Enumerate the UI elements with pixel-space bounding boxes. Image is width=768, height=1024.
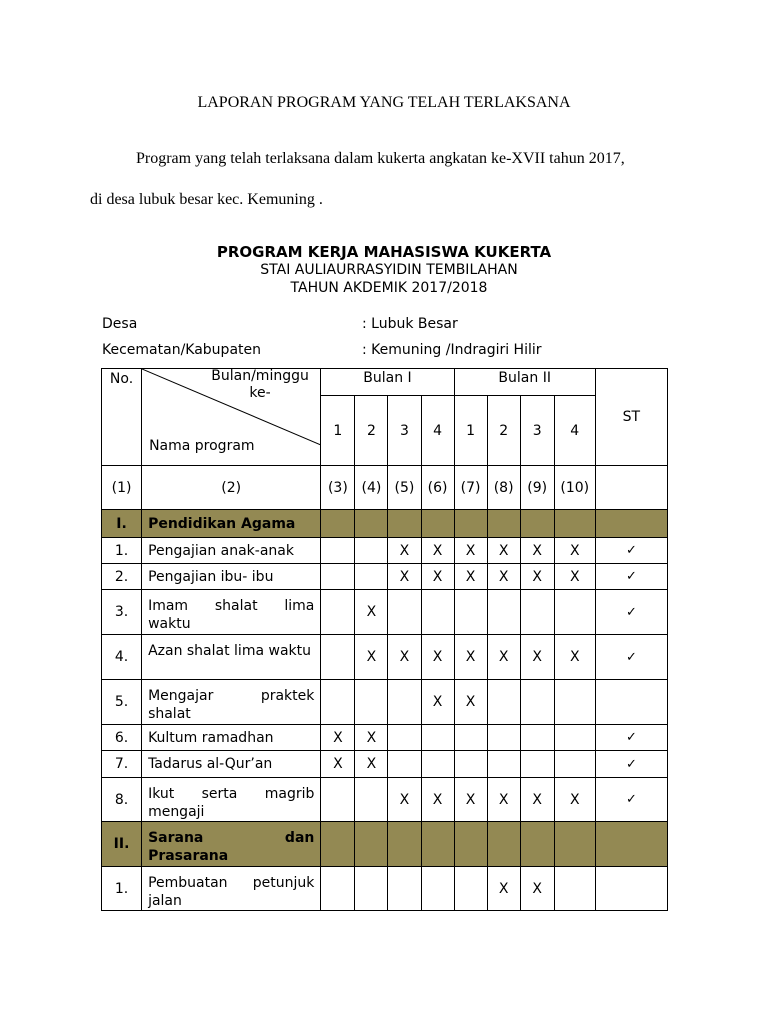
header-bulan-2: Bulan II [454, 369, 595, 396]
week-cell [554, 635, 595, 680]
week-cell [421, 867, 454, 911]
week-cell [454, 635, 487, 680]
header-week: 4 [554, 396, 595, 466]
x-mark: X [498, 880, 509, 897]
week-cell [454, 680, 487, 725]
section-name: Sarana dan Prasarana [142, 822, 321, 867]
week-cell [454, 778, 487, 822]
week-cell [520, 778, 554, 822]
week-cell [487, 725, 520, 751]
colnum: (5) [388, 466, 421, 510]
week-cell [554, 510, 595, 538]
x-mark: X [333, 729, 343, 746]
week-cell [520, 751, 554, 778]
st-cell [595, 590, 667, 635]
week-cell [321, 510, 355, 538]
x-mark: X [465, 791, 476, 808]
week-cell [355, 778, 388, 822]
week-cell [421, 635, 454, 680]
header-week: 1 [454, 396, 487, 466]
colnum: (4) [355, 466, 388, 510]
checkmark-icon: ✓ [625, 604, 637, 620]
week-cell [554, 564, 595, 590]
header-week: 4 [421, 396, 454, 466]
week-cell [355, 538, 388, 564]
week-cell [355, 725, 388, 751]
table-row [102, 635, 668, 680]
week-cell [421, 564, 454, 590]
st-cell [595, 867, 667, 911]
week-cell [388, 778, 421, 822]
week-cell [388, 680, 421, 725]
program-subtitle-year: TAHUN AKDEMIK 2017/2018 [290, 280, 488, 296]
week-cell [321, 564, 355, 590]
colnum: (1) [102, 466, 142, 510]
program-table [101, 368, 668, 911]
week-cell [388, 725, 421, 751]
week-cell [454, 822, 487, 867]
week-cell [388, 590, 421, 635]
week-cell [321, 635, 355, 680]
x-mark: X [399, 649, 410, 665]
x-mark: X [465, 568, 476, 585]
info-label-kecamatan: Kecematan/Kabupaten [102, 342, 261, 358]
info-label-desa: Desa [102, 316, 138, 332]
program-subtitle-institution: STAI AULIAURRASYIDIN TEMBILAHAN [260, 262, 518, 278]
table-row [102, 778, 668, 822]
week-cell [454, 751, 487, 778]
week-cell [321, 725, 355, 751]
checkmark-icon: ✓ [625, 569, 637, 584]
week-cell [520, 867, 554, 911]
colnum: (8) [487, 466, 520, 510]
info-value-desa: : Lubuk Besar [362, 316, 458, 332]
x-mark: X [532, 791, 542, 808]
week-cell [520, 635, 554, 680]
x-mark: X [569, 542, 580, 559]
st-cell [595, 725, 667, 751]
week-cell [454, 538, 487, 564]
week-cell [487, 822, 520, 867]
week-cell [554, 822, 595, 867]
row-number: 1. [102, 538, 142, 564]
week-cell [388, 510, 421, 538]
week-cell [520, 725, 554, 751]
row-number: 6. [102, 725, 142, 751]
program-name: Pengajian ibu- ibu [142, 564, 321, 590]
x-mark: X [366, 604, 377, 620]
row-number: 4. [102, 635, 142, 680]
table-row [102, 590, 668, 635]
week-cell [421, 510, 454, 538]
week-cell [487, 778, 520, 822]
header-bulan-minggu: Bulan/minggu ke- [211, 368, 309, 401]
row-number: 5. [102, 680, 142, 725]
checkmark-icon: ✓ [625, 543, 637, 558]
week-cell [355, 635, 388, 680]
row-number: 8. [102, 778, 142, 822]
table-row [102, 867, 668, 911]
table-body [102, 510, 668, 911]
week-cell [421, 822, 454, 867]
colnum: (9) [520, 466, 554, 510]
week-cell [355, 822, 388, 867]
program-title: PROGRAM KERJA MAHASISWA KUKERTA [216, 243, 552, 261]
week-cell [487, 635, 520, 680]
table-row [102, 564, 668, 590]
x-mark: X [399, 542, 410, 559]
x-mark: X [498, 542, 509, 559]
week-cell [454, 510, 487, 538]
x-mark: X [569, 649, 580, 665]
colnum: (7) [454, 466, 487, 510]
section-row [102, 822, 668, 867]
row-number: 1. [102, 867, 142, 911]
week-cell [454, 564, 487, 590]
table-row [102, 725, 668, 751]
checkmark-icon: ✓ [625, 756, 637, 772]
table-row [102, 680, 668, 725]
program-name: Imam shalat lima waktu [142, 590, 321, 635]
table-row [102, 751, 668, 778]
document-title: LAPORAN PROGRAM YANG TELAH TERLAKSANA [197, 94, 571, 111]
intro-line-1: Program yang telah terlaksana dalam kukerta angkatan ke-XVII tahun 2017, [136, 150, 625, 167]
x-mark: X [532, 542, 542, 559]
colnum: (10) [554, 466, 595, 510]
st-cell [595, 564, 667, 590]
header-bulan-1: Bulan I [321, 369, 454, 396]
x-mark: X [532, 568, 542, 585]
week-cell [421, 590, 454, 635]
week-cell [355, 564, 388, 590]
program-name: Ikut serta magrib mengaji [142, 778, 321, 822]
header-week: 1 [321, 396, 355, 466]
header-no: No. [102, 369, 142, 466]
header-week: 3 [388, 396, 421, 466]
week-cell [554, 538, 595, 564]
week-cell [520, 680, 554, 725]
header-st: ST [595, 369, 667, 466]
x-mark: X [465, 542, 476, 559]
row-number: II. [102, 822, 142, 867]
week-cell [388, 751, 421, 778]
section-name: Pendidikan Agama [142, 510, 321, 538]
week-cell [487, 680, 520, 725]
row-number: 3. [102, 590, 142, 635]
week-cell [321, 538, 355, 564]
week-cell [487, 564, 520, 590]
checkmark-icon: ✓ [625, 730, 637, 745]
week-cell [520, 538, 554, 564]
program-name: Pengajian anak-anak [142, 538, 321, 564]
week-cell [355, 510, 388, 538]
x-mark: X [333, 756, 343, 772]
week-cell [355, 680, 388, 725]
week-cell [520, 822, 554, 867]
week-cell [388, 564, 421, 590]
st-cell [595, 778, 667, 822]
st-cell [595, 751, 667, 778]
week-cell [487, 751, 520, 778]
st-cell [595, 538, 667, 564]
header-week: 3 [520, 396, 554, 466]
week-cell [388, 867, 421, 911]
st-cell [595, 680, 667, 725]
week-cell [321, 778, 355, 822]
section-row [102, 510, 668, 538]
week-cell [421, 538, 454, 564]
week-cell [554, 751, 595, 778]
x-mark: X [432, 542, 443, 559]
week-cell [520, 564, 554, 590]
row-number: 7. [102, 751, 142, 778]
colnum: (6) [421, 466, 454, 510]
x-mark: X [432, 649, 443, 665]
week-cell [421, 751, 454, 778]
header-week: 2 [355, 396, 388, 466]
program-name: Azan shalat lima waktu [142, 635, 321, 680]
week-cell [321, 867, 355, 911]
x-mark: X [399, 791, 410, 808]
header-diagonal-cell [142, 369, 321, 466]
week-cell [554, 725, 595, 751]
x-mark: X [569, 791, 580, 808]
week-cell [520, 590, 554, 635]
program-name: Mengajar praktek shalat [142, 680, 321, 725]
x-mark: X [432, 568, 443, 585]
week-cell [421, 725, 454, 751]
x-mark: X [498, 649, 509, 665]
x-mark: X [399, 568, 410, 585]
program-name: Kultum ramadhan [142, 725, 321, 751]
st-cell [595, 635, 667, 680]
week-cell [487, 510, 520, 538]
week-cell [388, 635, 421, 680]
intro-line-2: di desa lubuk besar kec. Kemuning . [90, 191, 323, 208]
week-cell [421, 778, 454, 822]
week-cell [355, 751, 388, 778]
x-mark: X [432, 791, 443, 808]
colnum: (2) [142, 466, 321, 510]
x-mark: X [366, 649, 377, 665]
week-cell [554, 778, 595, 822]
st-cell [595, 510, 667, 538]
week-cell [454, 590, 487, 635]
week-cell [388, 822, 421, 867]
week-cell [321, 822, 355, 867]
x-mark: X [498, 568, 509, 585]
x-mark: X [366, 756, 377, 772]
week-cell [487, 538, 520, 564]
checkmark-icon: ✓ [625, 649, 637, 665]
colnum-empty [595, 466, 667, 510]
week-cell [421, 680, 454, 725]
week-cell [321, 590, 355, 635]
colnum: (3) [321, 466, 355, 510]
info-value-kecamatan: : Kemuning /Indragiri Hilir [362, 342, 542, 358]
header-nama-program: Nama program [149, 438, 255, 454]
x-mark: X [465, 694, 476, 710]
program-name: Pembuatan petunjuk jalan [142, 867, 321, 911]
x-mark: X [569, 568, 580, 585]
week-cell [554, 680, 595, 725]
week-cell [487, 867, 520, 911]
week-cell [355, 867, 388, 911]
checkmark-icon: ✓ [625, 792, 637, 807]
x-mark: X [432, 694, 443, 710]
x-mark: X [532, 880, 542, 897]
x-mark: X [366, 729, 377, 746]
week-cell [454, 725, 487, 751]
x-mark: X [532, 649, 542, 665]
table-row [102, 538, 668, 564]
x-mark: X [498, 791, 509, 808]
week-cell [520, 510, 554, 538]
week-cell [454, 867, 487, 911]
week-cell [321, 751, 355, 778]
program-name: Tadarus al-Qur’an [142, 751, 321, 778]
week-cell [554, 590, 595, 635]
x-mark: X [465, 649, 476, 665]
row-number: 2. [102, 564, 142, 590]
week-cell [388, 538, 421, 564]
week-cell [355, 590, 388, 635]
st-cell [595, 822, 667, 867]
row-number: I. [102, 510, 142, 538]
week-cell [487, 590, 520, 635]
header-week: 2 [487, 396, 520, 466]
week-cell [554, 867, 595, 911]
week-cell [321, 680, 355, 725]
